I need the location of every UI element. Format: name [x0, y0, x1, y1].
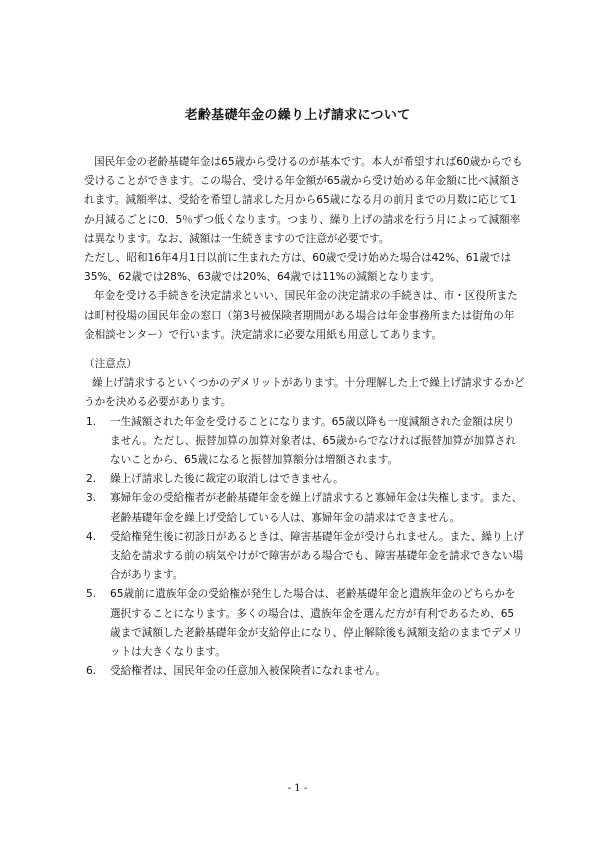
- list-item-text: 一生減額された年金を受けることになります。65歳以降も一度減額された金額は戻りません。ただし、振替加算の加算対象者は、65歳からでなければ振替加算が加算されないことから、65歳になると振替加算額分は増額されます。: [110, 415, 516, 467]
- list-item: [84, 489, 524, 527]
- list-item-number: 3.: [86, 492, 97, 505]
- document-body: [84, 153, 524, 681]
- notes-heading: （注意点）: [84, 358, 137, 371]
- list-item: [84, 585, 524, 662]
- list-item-text: 繰上げ請求した後に裁定の取消しはできません。: [110, 473, 344, 486]
- list-item-number: 6.: [86, 665, 97, 678]
- notes-section: [84, 355, 524, 681]
- list-item: [84, 413, 524, 471]
- list-item-number: 2.: [86, 473, 97, 486]
- list-item-text: 寡婦年金の受給権者が老齢基礎年金を繰上げ請求すると寡婦年金は失権します。また、老齢基礎年金を繰上げ受給している人は、寡婦年金の請求はできません。: [110, 492, 523, 524]
- paragraph-exception: ただし、昭和16年4月1日以前に生まれた方は、60歳で受け始めた場合は42%、61歳では35%、62歳では28%、63歳では20%、64歳では11%の減額となります。: [84, 252, 512, 284]
- list-item-text: 受給権者は、国民年金の任意加入被保険者になれません。: [110, 665, 387, 678]
- list-item-text: 65歳前に遺族年金の受給権が発生した場合は、老齢基礎年金と遺族年金のどちらかを選択することになります。多くの場合は、遺族年金を選んだ方が有利であるため、65歳まで減額した老齢基礎年金が支給停止になり、停止解除後も減額支給のままでデメリットは大きくなります。: [110, 588, 523, 659]
- paragraph-basic-info: 国民年金の老齢基礎年金は65歳から受けるのが基本です。本人が希望すれば60歳からでも受けることができます。この場合、受ける年金額が65歳から受け始める年金額に比べ減額されます。減額率は、受給を希望し請求した月から65歳になる月の前月までの月数に応じて1か月減るごとに0．5％ずつ低くなります。つまり、繰り上げの請求を行う月によって減額率は異なります。なお、減額は一生続きますので注意が必要です。: [84, 156, 523, 245]
- page-number: - 1 -: [287, 783, 308, 794]
- list-item-number: 4.: [86, 530, 97, 543]
- document-title: 老齢基礎年金の繰り上げ請求について: [184, 108, 411, 123]
- list-item-number: 1.: [86, 415, 97, 428]
- list-item: [84, 470, 524, 489]
- list-item-number: 5.: [86, 588, 97, 601]
- list-item: [84, 528, 524, 586]
- list-item: [84, 662, 524, 681]
- notes-intro: 繰上げ請求するといくつかのデメリットがあります。十分理解した上で繰上げ請求するかどうかを決める必要があります。: [84, 377, 525, 409]
- paragraph-procedure: 年金を受ける手続きを決定請求といい、国民年金の決定請求の手続きは、市・区役所または町村役場の国民年金の窓口（第3号被保険者期間がある場合は年金事務所または街角の年金相談センター）で行います。決定請求に必要な用紙も用意してあります。: [84, 290, 518, 341]
- list-item-text: 受給権発生後に初診日があるときは、障害基礎年金が受けられません。また、繰り上げ支給を請求する前の病気やけがで障害がある場合でも、障害基礎年金を請求できない場合があります。: [110, 530, 524, 582]
- demerit-list: [84, 413, 524, 682]
